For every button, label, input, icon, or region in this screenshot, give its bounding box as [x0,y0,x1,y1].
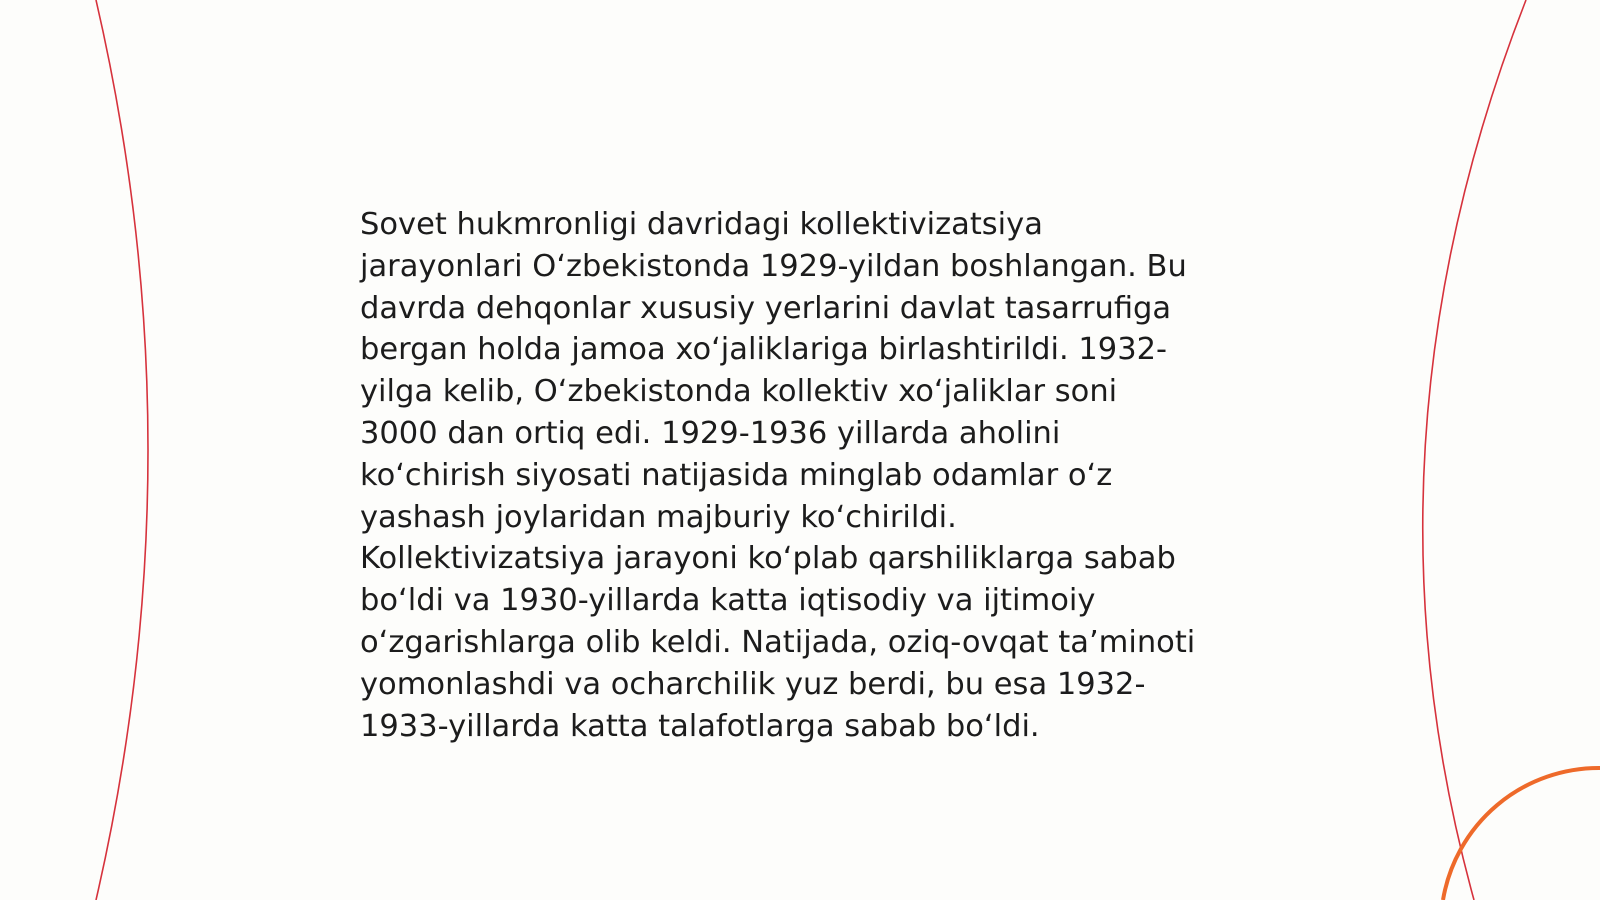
paragraph-line: jarayonlari O‘zbekistonda 1929-yildan boshlangan. Bu [360,248,1187,284]
body-paragraph [360,204,1260,747]
paragraph-line: 3000 dan ortiq edi. 1929-1936 yillarda aholini [360,415,1061,451]
right-arc [1423,0,1526,900]
paragraph-line: bergan holda jamoa xo‘jaliklariga birlashtirildi. 1932- [360,332,1168,368]
paragraph-line: Sovet hukmronligi davridagi kollektivizatsiya [360,207,1043,242]
left-arc [96,0,148,900]
paragraph-line: o‘zgarishlarga olib keldi. Natijada, oziq-ovqat ta’minoti [360,624,1196,660]
paragraph-line: yilga kelib, O‘zbekistonda kollektiv xo‘jaliklar soni [360,374,1118,410]
paragraph-line: yomonlashdi va ocharchilik yuz berdi, bu esa 1932- [360,666,1146,702]
paragraph-line: davrda dehqonlar xususiy yerlarini davlat tasarrufiga [360,290,1172,326]
paragraph-line: ko‘chirish siyosati natijasida minglab odamlar o‘z [360,457,1113,493]
paragraph-line: 1933-yillarda katta talafotlarga sabab bo‘ldi. [360,708,1040,744]
paragraph-line: yashash joylaridan majburiy ko‘chirildi. [360,499,957,535]
paragraph-line: Kollektivizatsiya jarayoni ko‘plab qarshiliklarga sabab [360,541,1176,577]
orange-circle-arc [1443,768,1600,900]
paragraph-line: bo‘ldi va 1930-yillarda katta iqtisodiy va ijtimoiy [360,583,1096,619]
